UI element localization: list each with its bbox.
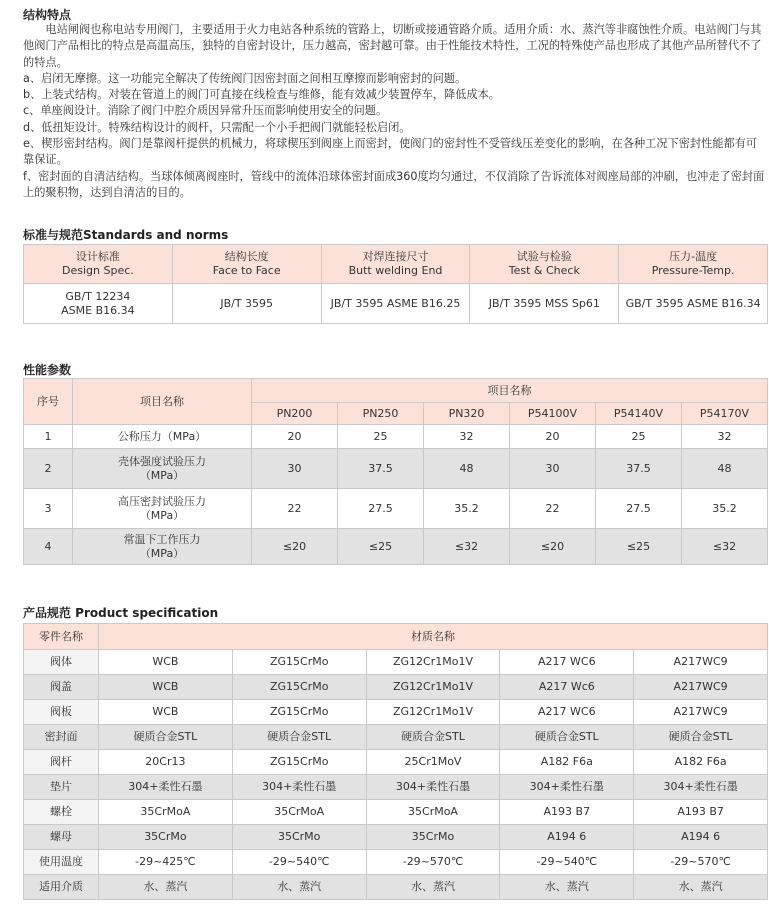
value-cell (338, 449, 424, 489)
part-name-text: 密封面 (44, 730, 78, 743)
value-cell (252, 425, 338, 449)
header-row (24, 379, 768, 403)
material-cell (500, 650, 634, 675)
header-no (24, 379, 73, 425)
material-cell (500, 675, 634, 700)
header-class (424, 403, 510, 425)
material-cell-text: ZG15CrMo (269, 680, 329, 693)
material-cell (366, 700, 500, 725)
value-cell (321, 284, 470, 324)
row-item-text: （MPa） (139, 508, 185, 522)
material-cell (99, 675, 233, 700)
header-class (596, 403, 682, 425)
value-cell (424, 529, 510, 565)
material-cell (99, 725, 233, 750)
material-cell-text: 硬质合金STL (534, 730, 599, 743)
value-cell-text: ≤25 (626, 539, 651, 553)
material-cell-text: A217WC9 (673, 655, 728, 668)
material-cell (634, 850, 768, 875)
value-cell (510, 449, 596, 489)
value-cell (172, 284, 321, 324)
material-cell-text: 35CrMo (144, 830, 187, 843)
table-row (24, 650, 768, 675)
material-cell-text: 硬质合金STL (133, 730, 198, 743)
row-no (24, 489, 73, 529)
row-item-text: 高压密封试验压力 (118, 494, 206, 508)
header-cell-text: Butt welding End (348, 264, 443, 277)
material-cell (99, 800, 233, 825)
value-cell (252, 449, 338, 489)
material-cell-text: A194 6 (681, 830, 721, 843)
material-cell-text: ZG12Cr1Mo1V (392, 705, 473, 718)
header-cell (619, 245, 768, 284)
value-cell (252, 489, 338, 529)
value-cell-text: 25 (373, 429, 388, 443)
header-cell (24, 245, 173, 284)
value-cell (470, 284, 619, 324)
header-group (252, 379, 768, 403)
material-cell-text: ZG15CrMo (269, 655, 329, 668)
value-cell-text: ≤32 (712, 539, 737, 553)
header-material (99, 624, 768, 650)
table-row (24, 449, 768, 489)
row-item (73, 425, 252, 449)
feature-c: c、单座阀设计。消除了阀门中腔介质因异常升压而影响使用安全的问题。 (23, 104, 388, 118)
value-cell-text: 30 (287, 461, 302, 475)
material-cell-text: A217 WC6 (538, 705, 596, 718)
header-cell-text: 设计标准 (75, 250, 120, 263)
intro-paragraph: 电站闸阀也称电站专用阀门，主要适用于火力电站各种系统的管路上，切断或接通管路介质。适用介质：水、蒸汽等非腐蚀性介质。电站阀门与其他阀门产品相比的特点是高温高压，独特的自密封设计，压力越高，密封越可靠。由于性能技术特性，工况的特殊使产品也形成了其他产品所替代不了的特点。 (23, 23, 762, 69)
value-cell (510, 529, 596, 565)
part-name (24, 875, 99, 900)
table-row (24, 825, 768, 850)
header-part-text: 零件名称 (39, 629, 83, 643)
table-row (24, 850, 768, 875)
table-row (24, 725, 768, 750)
value-cell-text: ≤20 (282, 539, 307, 553)
material-cell-text: A193 B7 (677, 805, 724, 818)
header-cell-text: Test & Check (508, 264, 580, 277)
table-row (24, 800, 768, 825)
value-cell-text: ≤20 (540, 539, 565, 553)
material-cell-text: 35CrMoA (274, 805, 325, 818)
material-cell (500, 775, 634, 800)
value-cell-text: ASME B16.34 (61, 303, 135, 317)
material-cell-text: ZG12Cr1Mo1V (392, 680, 473, 693)
material-cell-text: 304+柔性石墨 (262, 780, 337, 793)
part-name-text: 阀板 (50, 705, 72, 718)
material-cell-text: -29~540℃ (536, 855, 598, 868)
material-cell-text: ZG15CrMo (269, 755, 329, 768)
features-text (23, 22, 768, 201)
header-cell-text: 试验与检验 (516, 250, 572, 263)
material-cell-text: ZG12Cr1Mo1V (392, 655, 473, 668)
value-cell-text: ≤32 (454, 539, 479, 553)
material-cell (232, 725, 366, 750)
table-row (24, 425, 768, 449)
material-cell (366, 800, 500, 825)
material-cell (232, 825, 366, 850)
value-cell-text: GB/T 12234 (65, 289, 131, 303)
material-cell (232, 875, 366, 900)
value-cell-text: 35.2 (454, 501, 479, 515)
table-row (24, 675, 768, 700)
row-item-text: （MPa） (139, 468, 185, 482)
value-cell-text: GB/T 3595 ASME B16.34 (625, 296, 761, 310)
value-cell-text: 27.5 (368, 501, 393, 515)
row-item (73, 449, 252, 489)
material-cell (232, 700, 366, 725)
value-cell (682, 425, 768, 449)
row-item-text: 常温下工作压力 (123, 532, 201, 546)
value-cell (24, 284, 173, 324)
material-cell (634, 800, 768, 825)
part-name (24, 700, 99, 725)
header-class-text: P54100V (527, 406, 578, 420)
value-cell-text: 20 (287, 429, 302, 443)
header-class-text: PN320 (448, 406, 485, 420)
material-cell (232, 750, 366, 775)
value-cell-text: JB/T 3595 (220, 296, 274, 310)
row-no-text: 1 (44, 429, 52, 443)
material-cell (232, 650, 366, 675)
value-cell (338, 489, 424, 529)
part-name (24, 850, 99, 875)
header-no-text: 序号 (37, 394, 59, 408)
material-cell (634, 825, 768, 850)
material-cell-text: 硬质合金STL (401, 730, 465, 743)
header-item-text: 项目名称 (140, 394, 184, 408)
value-cell (682, 449, 768, 489)
material-cell (366, 850, 500, 875)
product-spec-table (23, 623, 768, 900)
material-cell-text: A193 B7 (543, 805, 591, 818)
part-name-text: 螺栓 (50, 805, 72, 818)
value-cell (424, 489, 510, 529)
row-item-text: 壳体强度试验压力 (118, 454, 206, 468)
header-class (338, 403, 424, 425)
material-cell (500, 800, 634, 825)
material-cell (99, 875, 233, 900)
part-name-text: 阀盖 (50, 680, 72, 693)
value-cell-text: 32 (459, 429, 474, 443)
row-no-text: 3 (44, 501, 52, 515)
material-cell-text: 304+柔性石墨 (529, 780, 604, 793)
header-cell (470, 245, 619, 284)
material-cell-text: 35CrMoA (140, 805, 191, 818)
material-cell-text: A217 Wc6 (538, 680, 595, 693)
material-cell (634, 875, 768, 900)
row-no (24, 529, 73, 565)
header-class (682, 403, 768, 425)
part-name (24, 775, 99, 800)
material-cell-text: A182 F6a (540, 755, 593, 768)
row-no-text: 4 (44, 539, 52, 553)
material-cell (500, 725, 634, 750)
row-no (24, 449, 73, 489)
material-cell (99, 750, 233, 775)
value-cell-text: ≤25 (368, 539, 393, 553)
value-cell (510, 425, 596, 449)
row-item-text: 公称压力（MPa） (117, 429, 207, 443)
standards-table (23, 244, 768, 324)
material-cell-text: -29~570℃ (402, 855, 464, 868)
header-cell-text: Pressure-Temp. (651, 264, 735, 277)
material-cell (500, 875, 634, 900)
table-row (24, 750, 768, 775)
material-cell-text: A194 6 (547, 830, 587, 843)
row-no-text: 2 (44, 461, 52, 475)
feature-d: d、低扭矩设计。特殊结构设计的阀杆，只需配一个小手把阀门就能轻松启闭。 (23, 120, 411, 134)
value-cell-text: 48 (717, 461, 732, 475)
material-cell-text: 水、蒸汽 (544, 880, 589, 893)
header-cell (321, 245, 470, 284)
material-cell-text: 水、蒸汽 (277, 880, 322, 893)
material-cell-text: 304+柔性石墨 (663, 780, 738, 793)
material-cell-text: 硬质合金STL (668, 730, 733, 743)
material-cell (99, 650, 233, 675)
performance-title: 性能参数 (23, 363, 72, 377)
part-name-text: 螺母 (50, 830, 72, 843)
material-cell (366, 775, 500, 800)
row-item (73, 489, 252, 529)
part-name (24, 650, 99, 675)
value-cell-text: 35.2 (712, 501, 737, 515)
header-group-text: 项目名称 (487, 383, 532, 397)
material-cell (500, 750, 634, 775)
value-cell (510, 489, 596, 529)
value-cell-text: 48 (459, 461, 474, 475)
value-cell (596, 489, 682, 529)
value-cell (338, 425, 424, 449)
material-cell (366, 825, 500, 850)
part-name-text: 适用介质 (39, 880, 83, 893)
material-cell (366, 650, 500, 675)
value-cell-text: 32 (717, 429, 732, 443)
table-row (24, 775, 768, 800)
header-item (73, 379, 252, 425)
material-cell-text: 水、蒸汽 (143, 880, 188, 893)
material-cell-text: ZG15CrMo (269, 705, 329, 718)
material-cell (634, 775, 768, 800)
row-no (24, 425, 73, 449)
material-cell-text: A217WC9 (673, 680, 728, 693)
row-item-text: （MPa） (139, 546, 185, 560)
material-cell (232, 775, 366, 800)
value-cell (424, 425, 510, 449)
value-cell-text: JB/T 3595 MSS Sp61 (488, 296, 600, 310)
header-row (24, 624, 768, 650)
value-cell-text: JB/T 3595 ASME B16.25 (330, 296, 461, 310)
table-row (24, 700, 768, 725)
material-cell (232, 850, 366, 875)
material-cell (366, 875, 500, 900)
material-cell-text: 304+柔性石墨 (128, 780, 203, 793)
material-cell (634, 650, 768, 675)
material-cell (634, 675, 768, 700)
part-name (24, 675, 99, 700)
material-cell-text: -29~570℃ (670, 855, 731, 868)
material-cell-text: A217WC9 (673, 705, 728, 718)
material-cell-text: 硬质合金STL (267, 730, 332, 743)
header-class (510, 403, 596, 425)
material-cell-text: WCB (152, 705, 179, 718)
material-cell (99, 775, 233, 800)
material-cell-text: 水、蒸汽 (410, 880, 455, 893)
material-cell-text: A182 F6a (674, 755, 727, 768)
header-cell-text: 压力-温度 (669, 250, 718, 263)
material-cell (500, 825, 634, 850)
part-name-text: 阀杆 (50, 755, 72, 768)
value-cell (619, 284, 768, 324)
header-row (24, 245, 768, 284)
material-cell-text: -29~540℃ (268, 855, 330, 868)
material-cell-text: 20Cr13 (145, 755, 186, 768)
value-cell-text: 37.5 (368, 461, 393, 475)
value-cell (338, 529, 424, 565)
material-cell-text: WCB (152, 655, 179, 668)
material-cell (366, 750, 500, 775)
header-cell-text: 结构长度 (224, 250, 269, 263)
table-row (24, 489, 768, 529)
material-cell (634, 700, 768, 725)
material-cell (366, 725, 500, 750)
header-class-text: P54170V (699, 406, 750, 420)
feature-a: a、启闭无摩擦。这一功能完全解决了传统阀门因密封面之间相互摩擦而影响密封的问题。 (23, 71, 467, 85)
material-cell (634, 750, 768, 775)
part-name-text: 使用温度 (39, 855, 83, 868)
header-cell (172, 245, 321, 284)
material-cell-text: 25Cr1MoV (404, 755, 462, 768)
value-cell (596, 449, 682, 489)
value-cell-text: 30 (545, 461, 560, 475)
material-cell-text: 35CrMo (277, 830, 321, 843)
value-cell-text: 27.5 (626, 501, 651, 515)
material-cell (232, 675, 366, 700)
value-cell-text: 25 (631, 429, 646, 443)
header-cell-text: Design Spec. (62, 264, 134, 277)
material-cell-text: 35CrMo (411, 830, 455, 843)
part-name-text: 阀体 (50, 655, 72, 668)
value-cell-text: 22 (287, 501, 302, 515)
material-cell (99, 850, 233, 875)
value-cell-text: 37.5 (626, 461, 651, 475)
feature-b: b、上装式结构。对装在管道上的阀门可直接在线检查与维修，能有效减少装置停车，降低成本。 (23, 88, 500, 102)
material-cell (232, 800, 366, 825)
material-cell-text: A217 WC6 (538, 655, 596, 668)
part-name-text: 垫片 (50, 780, 72, 793)
material-cell (634, 725, 768, 750)
row-item (73, 529, 252, 565)
value-cell (252, 529, 338, 565)
header-part (24, 624, 99, 650)
table-row (24, 875, 768, 900)
header-class (252, 403, 338, 425)
value-cell-text: 20 (545, 429, 560, 443)
material-cell-text: 35CrMoA (408, 805, 458, 818)
material-cell (99, 825, 233, 850)
header-cell-text: Face to Face (212, 264, 281, 277)
material-cell-text: 水、蒸汽 (678, 880, 723, 893)
material-cell-text: 304+柔性石墨 (395, 780, 471, 793)
performance-table (23, 378, 768, 565)
value-cell (596, 425, 682, 449)
feature-e: e、楔形密封结构。阀门是靠阀杆提供的机械力，将球楔压到阀座上而密封，使阀门的密封性不受管线压差变化的影响，在各种工况下密封性能都有可靠保证。 (23, 137, 758, 167)
part-name (24, 800, 99, 825)
table-row (24, 284, 768, 324)
material-cell (99, 700, 233, 725)
value-cell (682, 529, 768, 565)
value-cell (682, 489, 768, 529)
part-name (24, 725, 99, 750)
material-cell (500, 700, 634, 725)
material-cell (366, 675, 500, 700)
header-cell-text: 对焊连接尺寸 (362, 250, 429, 263)
material-cell (500, 850, 634, 875)
header-class-text: P54140V (613, 406, 664, 420)
product-title: 产品规范 Product specification (23, 606, 219, 620)
part-name (24, 825, 99, 850)
material-cell-text: WCB (152, 680, 179, 693)
table-row (24, 529, 768, 565)
header-material-text: 材质名称 (411, 629, 455, 643)
value-cell (424, 449, 510, 489)
header-class-text: PN200 (276, 406, 313, 420)
features-title: 结构特点 (23, 8, 72, 22)
material-cell-text: -29~425℃ (135, 855, 196, 868)
value-cell-text: 22 (545, 501, 560, 515)
feature-f: f、密封面的自清洁结构。当球体倾离阀座时，管线中的流体沿球体密封面成360度均匀通过，不仅消除了告诉流体对阀座局部的冲刷，也冲走了密封面上的聚积物，达到自清洁的目的。 (23, 169, 765, 199)
value-cell (596, 529, 682, 565)
header-class-text: PN250 (362, 406, 399, 420)
part-name (24, 750, 99, 775)
standards-title: 标准与规范Standards and norms (23, 228, 229, 242)
